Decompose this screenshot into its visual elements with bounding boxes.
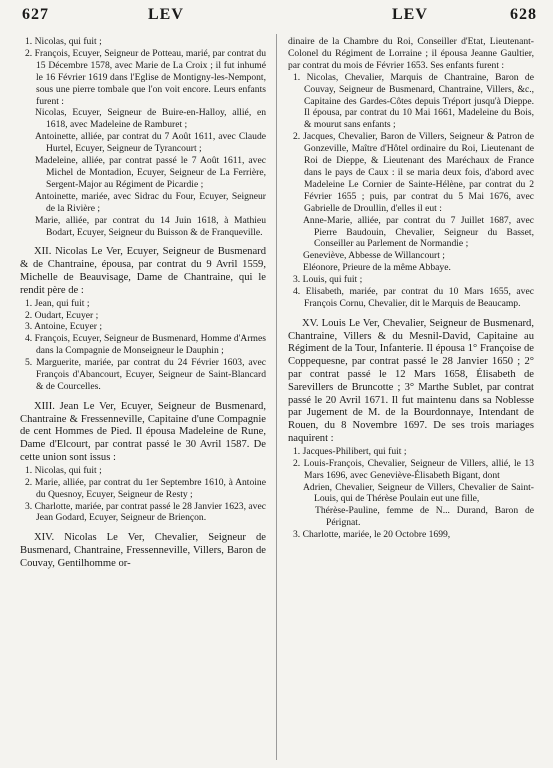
page-number-left: 627 [22, 6, 49, 23]
genealogy-entry: 1. Nicolas, Chevalier, Marquis de Chantraine, Baron de Couvay, Seigneur de Busmenard, Chantraine, Villers, &c., Capitaine des Gardes-Côtes depuis Tréport jusqu'à Dieppe. Il épousa, par contrat du 10 Mai 1661, Madeleine du Bois, & mourut sans enfants ; [293, 71, 534, 131]
genealogy-entry: 4. François, Ecuyer, Seigneur de Busmenard, Homme d'Armes dans la Compagnie de Monseigneur le Dauphin ; [25, 333, 266, 357]
genealogy-entry: 4. Elisabeth, mariée, par contrat du 10 Mars 1655, avec François Cornu, Chevalier, dit le Marquis de Beaucamp. [293, 286, 534, 309]
continued-paragraph: dinaire de la Chambre du Roi, Conseiller d'Etat, Lieutenant-Colonel du Régiment de Lorraine ; il épousa Jeanne Gaultier, par contrat du mois de Février 1653. Ses enfants furent : [288, 36, 534, 71]
genealogy-entry: Anne-Marie, alliée, par contrat du 7 Juillet 1687, avec Pierre Baudouin, Chevalier, Seigneur du Basset, Conseiller au Parlement de Normandie ; [303, 214, 534, 250]
running-title-left: LEV [148, 6, 184, 23]
genealogy-entry: 2. Louis-François, Chevalier, Seigneur de Villers, allié, le 13 Mars 1696, avec Geneviève-Élisabeth Bigant, dont [293, 457, 534, 481]
genealogy-entry: 1. Jean, qui fuit ; [25, 297, 90, 309]
genealogy-entry: 3. Charlotte, mariée, le 20 Octobre 1699, [293, 529, 451, 541]
genealogy-entry: Thérèse-Pauline, femme de N... Durand, Baron de Pérignat. [315, 505, 534, 529]
genealogy-entry: Adrien, Chevalier, Seigneur de Villers, Chevalier de Saint-Louis, qui de Thérèse Poulain eut une fille, [303, 481, 534, 505]
running-title-right: LEV [392, 6, 428, 23]
genealogy-entry: 3. Louis, qui fuit ; [293, 274, 363, 286]
genealogy-entry: 2. Marie, alliée, par contrat du 1er Septembre 1610, à Antoine du Quesnoy, Ecuyer, Seigneur de Resty ; [25, 476, 266, 500]
genealogy-paragraph: XII. Nicolas Le Ver, Ecuyer, Seigneur de Busmenard & de Chantraine, épousa, par contrat du 9 Avril 1559, Michelle de Beauvisage, Dame de Chantraine, qui le rendit père de : [20, 246, 266, 296]
genealogy-entry: Eléonore, Prieure de la même Abbaye. [303, 262, 451, 274]
left-text-column [20, 36, 266, 571]
genealogy-entry: Geneviève, Abbesse de Willancourt ; [303, 250, 445, 262]
genealogy-entry: 1. Nicolas, qui fuit ; [25, 36, 102, 47]
genealogy-entry: Marie, alliée, par contrat du 14 Juin 1618, à Mathieu Bodart, Ecuyer, Seigneur du Buisson & de Franqueville. [35, 214, 266, 238]
genealogy-paragraph: XIV. Nicolas Le Ver, Chevalier, Seigneur de Busmenard, Chantraine, Fressenneville, Villers, Baron de Couvay, Gentilhomme or- [20, 532, 266, 569]
genealogy-entry: Antoinette, mariée, avec Sidrac du Four, Ecuyer, Seigneur de la Rivière ; [35, 190, 266, 214]
genealogy-paragraph: XIII. Jean Le Ver, Ecuyer, Seigneur de Busmenard, Chantraine & Fressenneville, Capitaine d'une Compagnie de cent Hommes de Pied. Il épousa Madeleine de Rune, Dame d'Elcourt, par contrat passé le 30 Avril 1587. De cette union sont issus : [20, 400, 266, 464]
genealogy-entry: Nicolas, Ecuyer, Seigneur de Buire-en-Halloy, allié, en 1618, avec Madeleine de Ramburet ; [35, 107, 266, 131]
genealogy-entry: 2. Jacques, Chevalier, Baron de Villers, Seigneur & Patron de Gonzeville, Maître d'Hôtel ordinaire du Roi, Lieutenant de Roi de Dieppe, & Lieutenant des Maréchaux de France dans le pays de Caux : il se maria deux fois, d'abord avec Madeleine Le Cornier de Sainte-Hélène, par contrat du 2 Février 1655 ; puis, par contrat du 5 Mai 1676, avec Gabrielle de Droullin, d'elles il eut : [293, 131, 534, 214]
genealogy-entry: 1. Nicolas, qui fuit ; [25, 464, 102, 476]
genealogy-entry: Antoinette, alliée, par contrat du 7 Août 1611, avec Claude Hurtel, Ecuyer, Seigneur de Tyrancourt ; [35, 131, 266, 155]
genealogy-entry: 5. Marguerite, mariée, par contrat du 24 Février 1603, avec François d'Abancourt, Ecuyer, Seigneur de Saint-Blancard & de Courcelles. [25, 357, 266, 392]
genealogy-entry: 2. François, Ecuyer, Seigneur de Potteau, marié, par contrat du 15 Décembre 1578, avec Marie de La Croix ; il fut inhumé le 16 Février 1619 dans l'Eglise de Montigny-les-Nempont, sous une pierre tombale que l'on voit encore. Leurs enfants furent : [25, 47, 266, 107]
genealogy-entry: 3. Charlotte, mariée, par contrat passé le 28 Janvier 1623, avec Jean Godard, Ecuyer, Seigneur de Briençon. [25, 500, 266, 524]
genealogy-entry: 1. Jacques-Philibert, qui fuit ; [293, 445, 407, 457]
genealogy-paragraph: XV. Louis Le Ver, Chevalier, Seigneur de Busmenard, Chantraine, Villers & du Mesnil-David, Capitaine au Régiment de la Tour, Infanterie. Il épousa 1° Françoise de Coppequesne, par contrat passé le 28 Janvier 1650 ; 2° par contrat passé le 12 Mars 1658, Élisabeth de Sarevillers de Bruncotte ; 3° Marthe Sublet, par contrat passé le 20 Avril 1671. Il fut maintenu dans sa Noblesse par Jugement de M. de la Bourdonnaye, Intendant de Rouen, du 8 Novembre 1697. De ses trois mariages naquirent : [288, 317, 534, 445]
right-text-column [288, 36, 534, 541]
column-divider [276, 34, 277, 760]
page-number-right: 628 [510, 6, 537, 23]
genealogy-entry: 3. Antoine, Ecuyer ; [25, 321, 102, 333]
genealogy-entry: Madeleine, alliée, par contrat passé le 7 Août 1611, avec Michel de Montadion, Ecuyer, Seigneur de La Ferrière, Sergent-Major au Régiment de Picardie ; [35, 155, 266, 190]
genealogy-entry: 2. Oudart, Ecuyer ; [25, 309, 99, 321]
